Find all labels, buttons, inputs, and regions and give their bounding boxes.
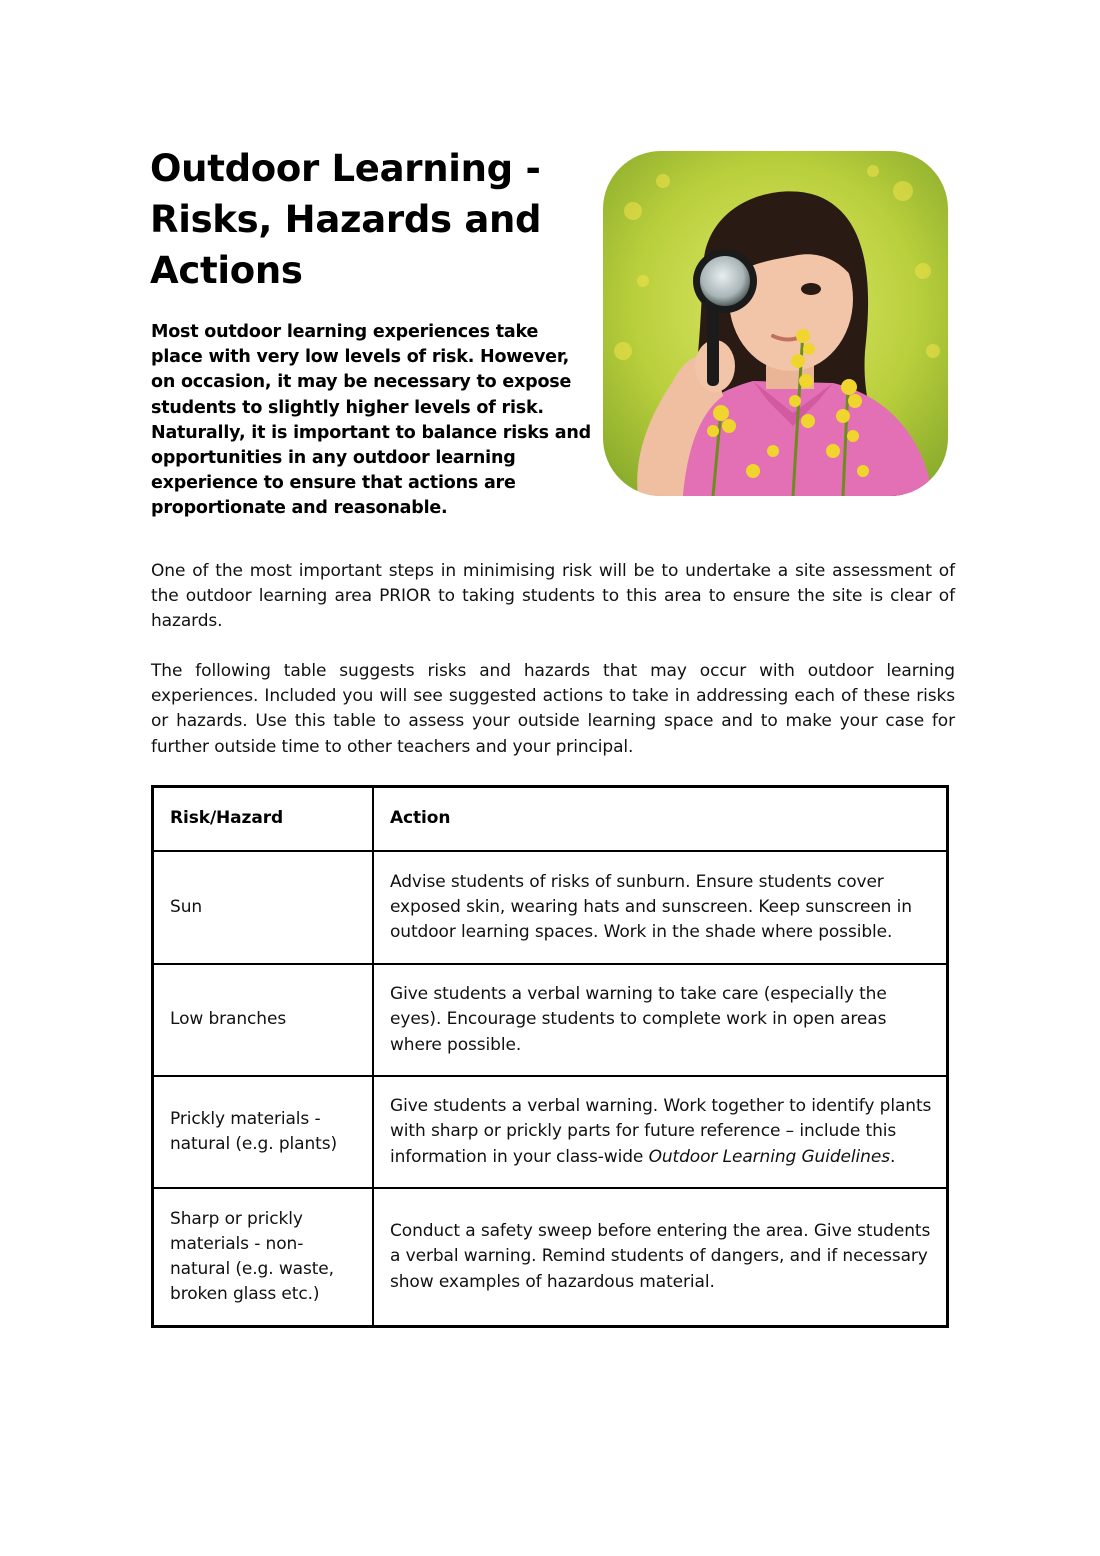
table-row <box>153 1076 948 1188</box>
action-cell <box>373 1076 948 1188</box>
photo-illustration <box>603 151 948 496</box>
table-header-row <box>153 787 948 852</box>
action-cell: Conduct a safety sweep before entering the area. Give students a verbal warning. Remind students of dangers, and if necessary show examples of hazardous material. <box>373 1188 948 1327</box>
table-row <box>153 1188 948 1327</box>
child-magnifying-glass-photo <box>603 151 948 496</box>
action-text-end: . <box>889 1146 896 1167</box>
risk-cell: Sun <box>153 851 374 964</box>
risk-hazard-header: Risk/Hazard <box>153 787 374 852</box>
table-intro-paragraph: The following table suggests risks and hazards that may occur with outdoor learning experiences. Included you will see suggested actions to take in addressing each of these risks or hazards. Use this table to assess your outside learning space and to make your case for further outside time to other teachers and your principal. <box>151 661 955 757</box>
intro-paragraph: Most outdoor learning experiences take place with very low levels of risk. However, on occasion, it may be necessary to expose students to slightly higher levels of risk. Naturally, it is important to balance risks and opportunities in any outdoor learning experience to ensure that actions are proportionate and reasonable. <box>151 322 591 519</box>
action-header: Action <box>373 787 948 852</box>
site-assessment-paragraph: One of the most important steps in minimising risk will be to undertake a site assessment of the outdoor learning area PRIOR to taking students to this area to ensure the site is clear of hazards. <box>151 561 955 632</box>
table-row <box>153 851 948 964</box>
guidelines-title: Outdoor Learning Guidelines <box>648 1146 890 1167</box>
action-text: Give students a verbal warning. Work together to identify plants with sharp or prickly parts for future reference – include this information in your class-wide <box>390 1096 932 1167</box>
action-cell: Give students a verbal warning to take care (especially the eyes). Encourage students to complete work in open areas where possible. <box>373 964 948 1076</box>
risk-cell: Sharp or prickly materials - non-natural (e.g. waste, broken glass etc.) <box>153 1188 374 1327</box>
table-row <box>153 964 948 1076</box>
risk-action-table <box>151 785 949 1328</box>
page-title: Outdoor Learning - Risks, Hazards and Actions <box>150 147 542 292</box>
risk-cell: Prickly materials - natural (e.g. plants) <box>153 1076 374 1188</box>
risk-cell: Low branches <box>153 964 374 1076</box>
action-cell: Advise students of risks of sunburn. Ensure students cover exposed skin, wearing hats and sunscreen. Keep sunscreen in outdoor learning spaces. Work in the shade where possible. <box>373 851 948 964</box>
